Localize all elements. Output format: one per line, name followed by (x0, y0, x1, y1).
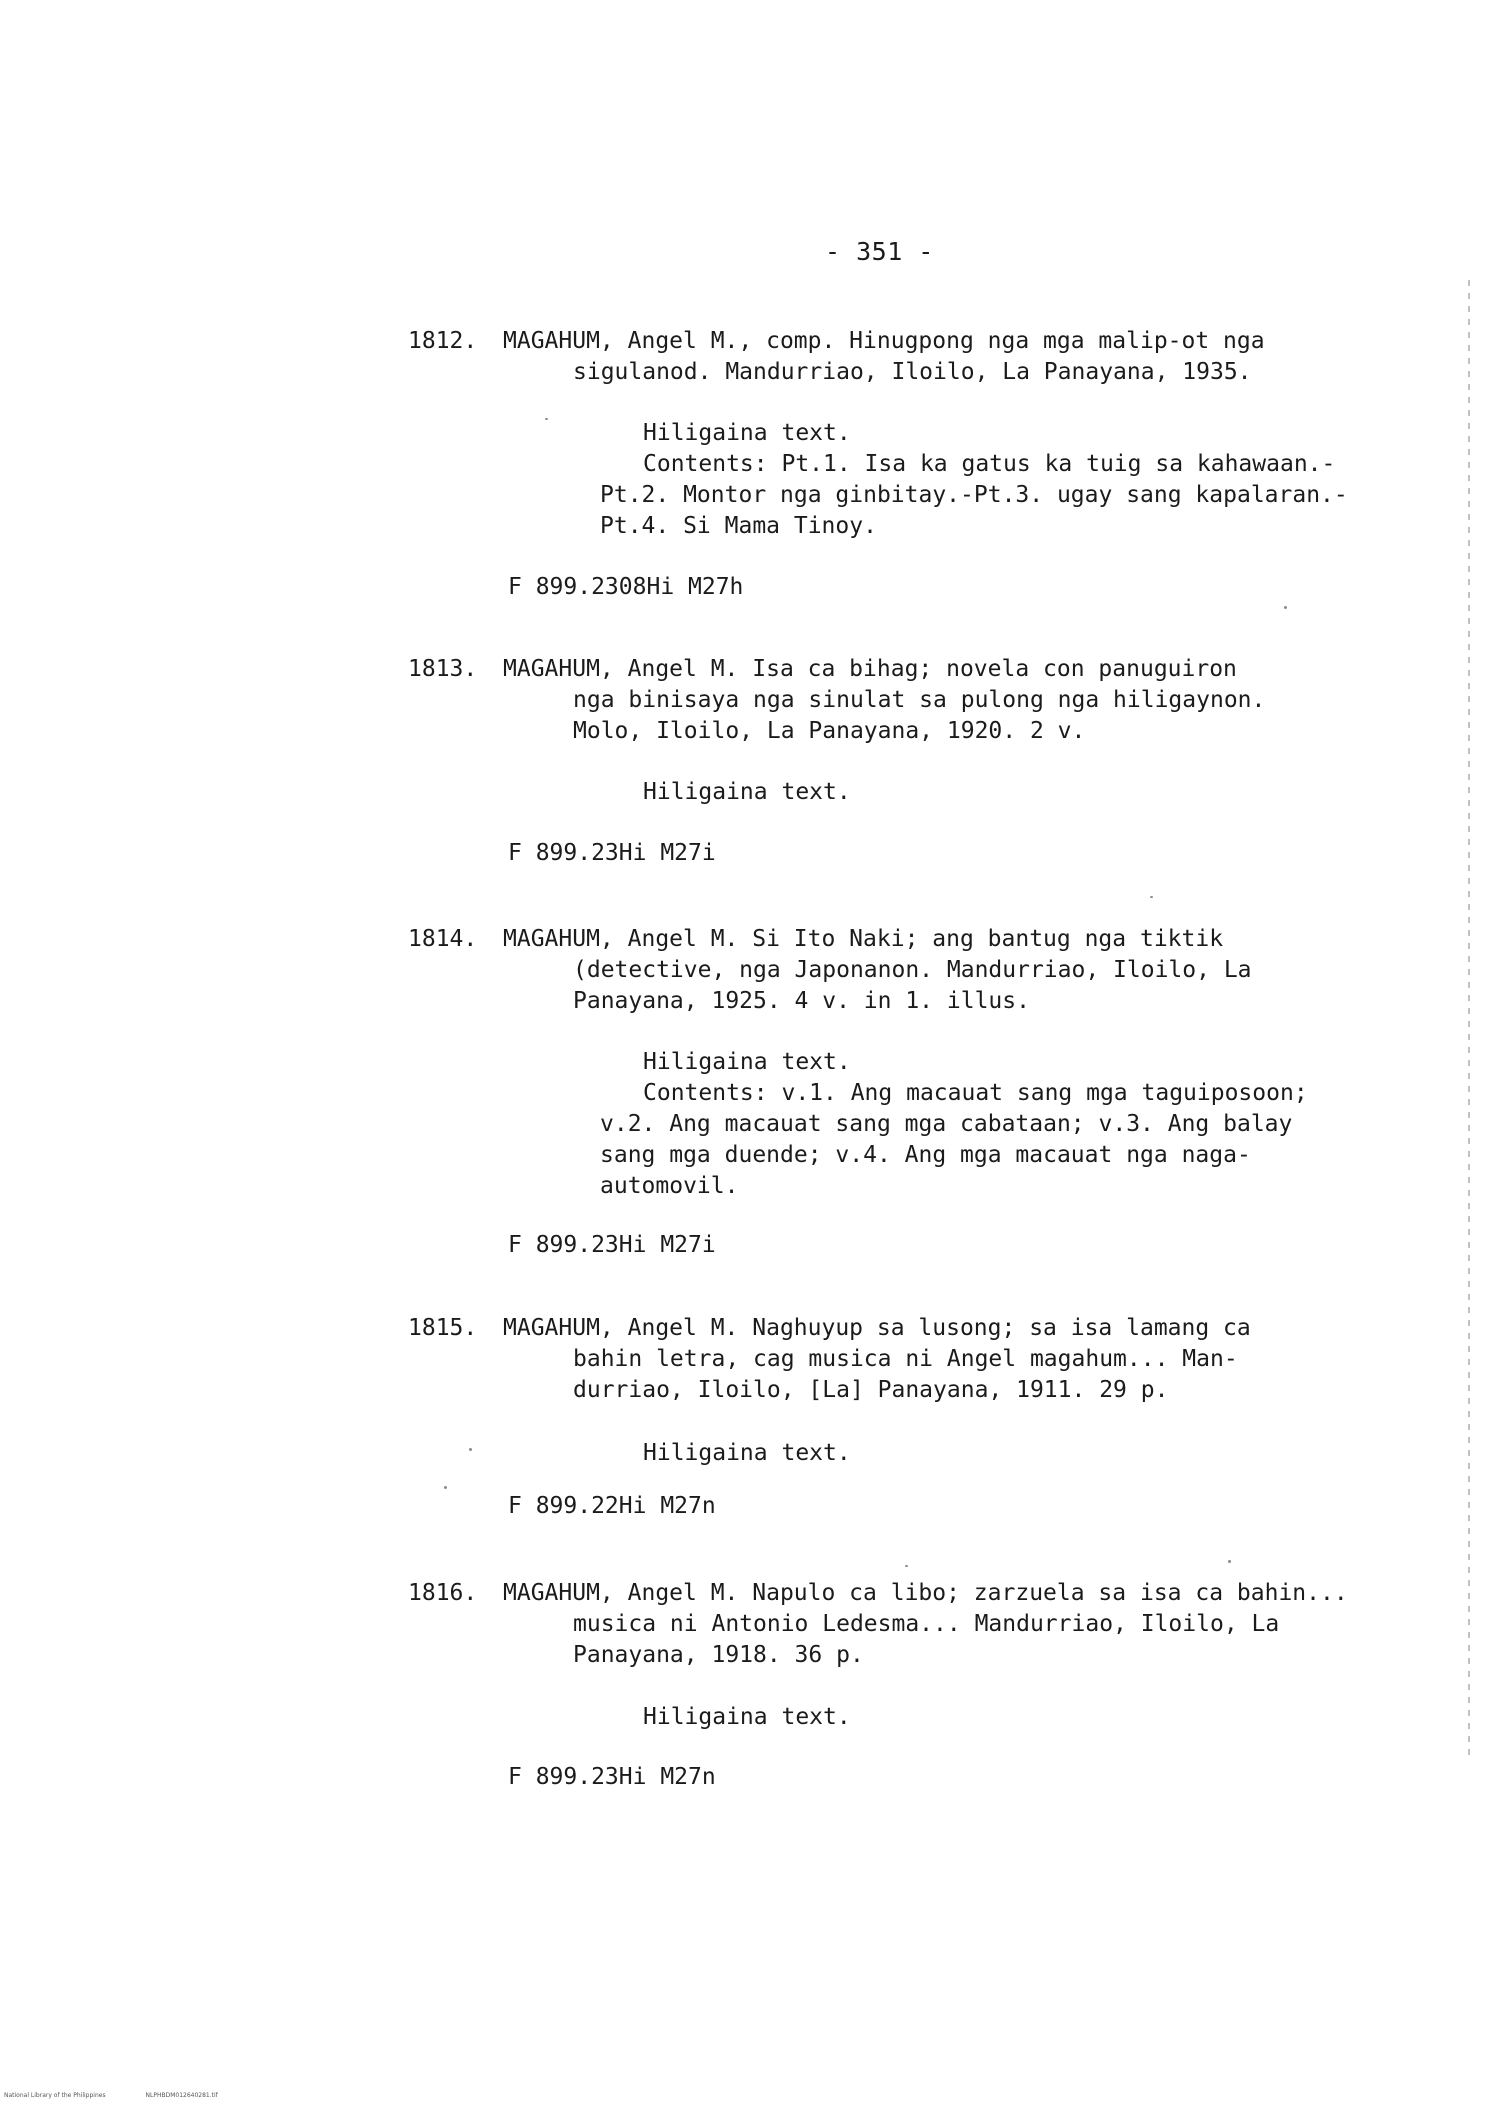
scan-speck (1284, 606, 1287, 609)
entry-line: Molo, Iloilo, La Panayana, 1920. 2 v. (573, 718, 1086, 744)
entry-line: durriao, Iloilo, [La] Panayana, 1911. 29 p. (573, 1377, 1169, 1403)
entry-number: 1814. (408, 926, 478, 952)
entry-note: Contents: v.1. Ang macauat sang mga taguiposoon; (643, 1080, 1308, 1106)
entry-note: Pt.2. Montor nga ginbitay.-Pt.3. ugay sang kapalaran.- (600, 482, 1348, 508)
scan-speck (469, 1448, 472, 1451)
entry-note: Hiligaina text. (643, 420, 851, 446)
entry-line: musica ni Antonio Ledesma... Mandurriao, Iloilo, La (573, 1611, 1280, 1637)
footer-file-id: NLPHBDM012640281.tif (145, 2092, 218, 2099)
scan-speck (545, 418, 548, 420)
footer-library: National Library of the Philippines (4, 2092, 106, 2099)
entry-line: Panayana, 1918. 36 p. (573, 1642, 864, 1668)
entry-line: MAGAHUM, Angel M. Naghuyup sa lusong; sa isa lamang ca (503, 1315, 1251, 1341)
entry-note: automovil. (600, 1173, 739, 1199)
scan-footer (4, 2092, 256, 2099)
entry-note: Pt.4. Si Mama Tinoy. (600, 513, 877, 539)
entry-line: Panayana, 1925. 4 v. in 1. illus. (573, 988, 1030, 1014)
call-number: F 899.2308Hi M27h (508, 574, 744, 600)
entry-note: v.2. Ang macauat sang mga cabataan; v.3. Ang balay (600, 1111, 1293, 1137)
entry-note: sang mga duende; v.4. Ang mga macauat nga naga- (600, 1142, 1251, 1168)
call-number: F 899.23Hi M27n (508, 1764, 716, 1790)
entry-number: 1812. (408, 328, 478, 354)
call-number: F 899.23Hi M27i (508, 1232, 716, 1258)
entry-note: Hiligaina text. (643, 1049, 851, 1075)
scan-speck (1228, 1560, 1231, 1563)
entry-note: Hiligaina text. (643, 1440, 851, 1466)
entry-number: 1815. (408, 1315, 478, 1341)
entry-line: MAGAHUM, Angel M. Napulo ca libo; zarzuela sa isa ca bahin... (503, 1580, 1348, 1606)
scan-speck (905, 1565, 908, 1567)
entry-line: (detective, nga Japonanon. Mandurriao, Iloilo, La (573, 957, 1252, 983)
entry-note: Hiligaina text. (643, 779, 851, 805)
entry-line: MAGAHUM, Angel M. Si Ito Naki; ang bantug nga tiktik (503, 926, 1224, 952)
entry-note: Hiligaina text. (643, 1704, 851, 1730)
call-number: F 899.22Hi M27n (508, 1493, 716, 1519)
entry-number: 1816. (408, 1580, 478, 1606)
call-number: F 899.23Hi M27i (508, 840, 716, 866)
entry-line: MAGAHUM, Angel M. Isa ca bihag; novela con panuguiron (503, 656, 1237, 682)
entry-number: 1813. (408, 656, 478, 682)
entry-line: MAGAHUM, Angel M., comp. Hinugpong nga mga malip-ot nga (503, 328, 1265, 354)
entry-line: nga binisaya nga sinulat sa pulong nga hiligaynon. (573, 687, 1266, 713)
entry-line: bahin letra, cag musica ni Angel magahum... Man- (573, 1346, 1238, 1372)
entry-note: Contents: Pt.1. Isa ka gatus ka tuig sa kahawaan.- (643, 451, 1336, 477)
page-number: - 351 - (825, 237, 934, 266)
entry-line: sigulanod. Mandurriao, Iloilo, La Panayana, 1935. (573, 359, 1252, 385)
scan-speck (444, 1486, 447, 1489)
scan-speck (1150, 896, 1153, 898)
page-edge-rule (1468, 280, 1470, 1760)
